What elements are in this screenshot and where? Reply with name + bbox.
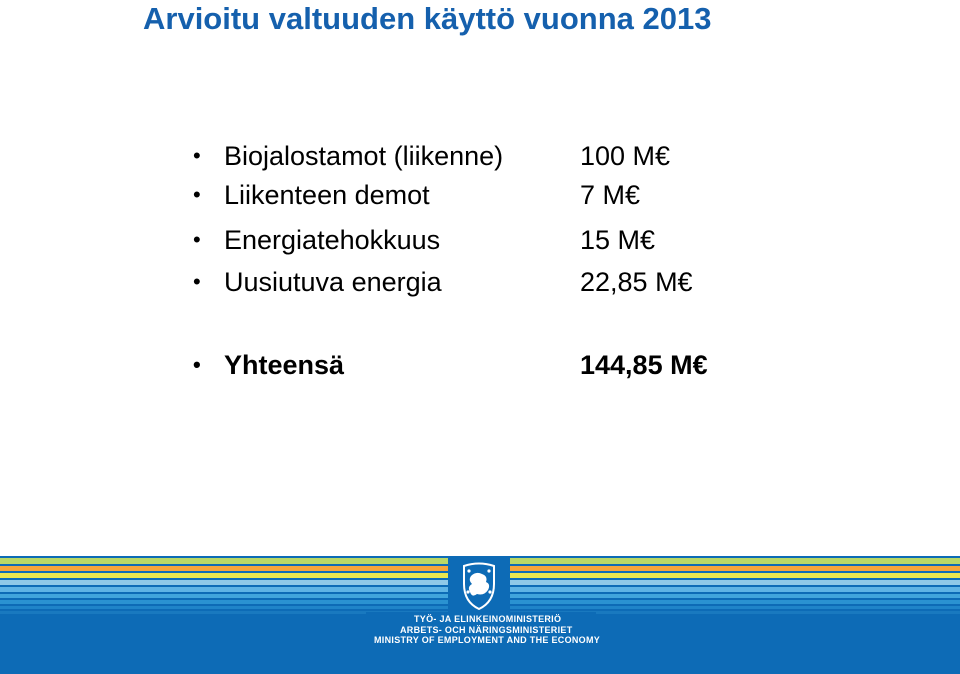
bullet-icon: • (193, 352, 201, 377)
list-item (0, 264, 960, 300)
total-value: 144,85 M€ (580, 350, 708, 380)
slide-title: Arvioitu valtuuden käyttö vuonna 2013 (143, 1, 712, 36)
bullet-icon: • (193, 182, 201, 207)
item-label: Liikenteen demot (224, 180, 430, 210)
ministry-name-sv: ARBETS- OCH NÄRINGSMINISTERIET (400, 624, 573, 635)
footer-banner (0, 556, 960, 674)
ministry-name-block (374, 614, 674, 646)
bullet-icon: • (193, 143, 201, 168)
ministry-name-en: MINISTRY OF EMPLOYMENT AND THE ECONOMY (374, 635, 601, 645)
bullet-icon: • (193, 227, 201, 252)
item-label: Uusiutuva energia (224, 267, 442, 297)
total-row (0, 347, 960, 383)
list-item (0, 177, 960, 213)
item-label: Biojalostamot (liikenne) (224, 141, 504, 171)
item-value: 22,85 M€ (580, 267, 693, 297)
ministry-name-fi: TYÖ- JA ELINKEINOMINISTERIÖ (414, 614, 562, 624)
item-value: 7 M€ (580, 180, 641, 210)
lion-emblem-icon (458, 562, 500, 610)
item-value: 15 M€ (580, 225, 656, 255)
item-value: 100 M€ (580, 141, 671, 171)
item-label: Energiatehokkuus (224, 225, 441, 255)
list-item (0, 222, 960, 258)
total-label: Yhteensä (224, 350, 345, 380)
bullet-icon: • (193, 269, 201, 294)
list-item (0, 138, 960, 174)
